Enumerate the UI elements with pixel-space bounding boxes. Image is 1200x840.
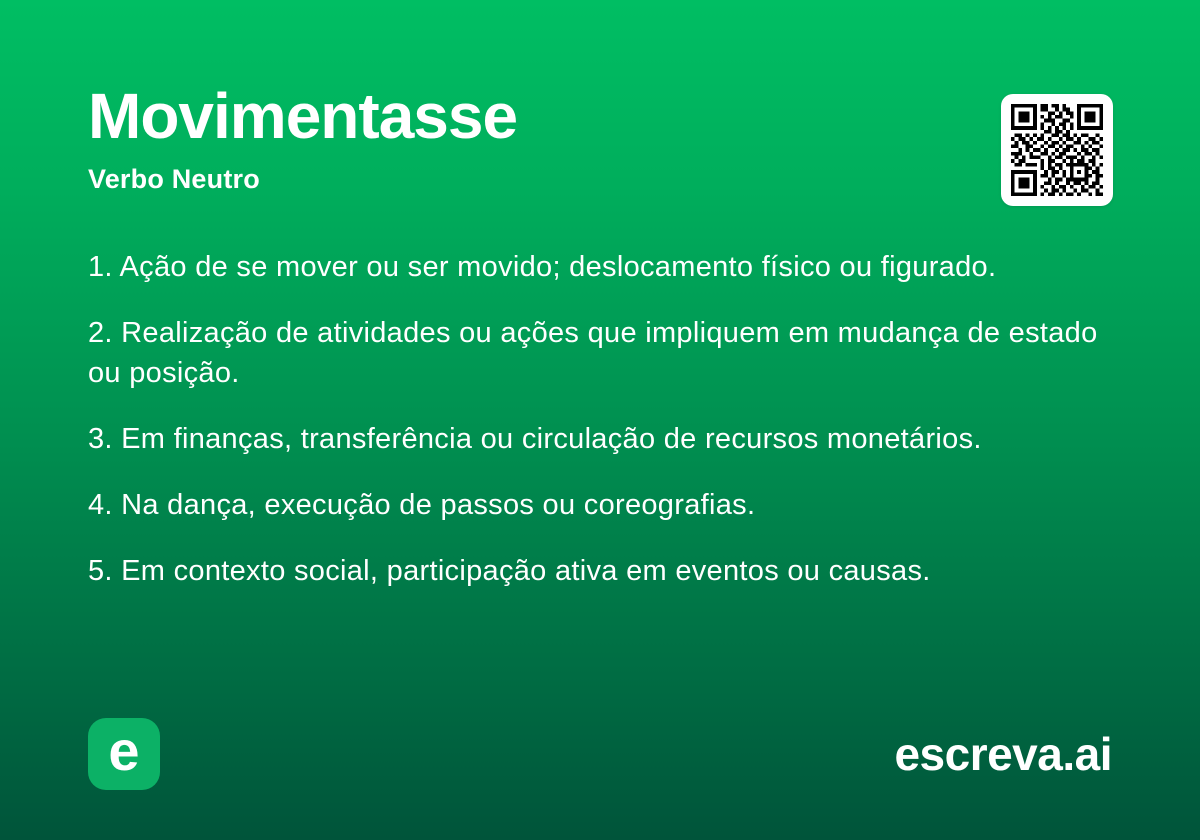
word-title: Movimentasse <box>88 80 518 152</box>
definition-item: 3. Em finanças, transferência ou circulação de recursos monetários. <box>88 423 982 455</box>
escreva-logo-icon <box>88 718 160 790</box>
qr-code <box>1001 94 1113 206</box>
definitions-list <box>88 247 1103 591</box>
brand-name: escreva.ai <box>894 728 1112 780</box>
qr-code-matrix <box>1011 104 1103 196</box>
logo-letter: e <box>108 719 140 782</box>
definition-item: 4. Na dança, execução de passos ou coreografias. <box>88 489 756 521</box>
card-content <box>88 0 1112 591</box>
footer <box>88 718 1112 790</box>
definition-item: 5. Em contexto social, participação ativa em eventos ou causas. <box>88 555 931 587</box>
definition-item: 1. Ação de se mover ou ser movido; deslocamento físico ou figurado. <box>88 251 997 283</box>
word-classification: Verbo Neutro <box>88 164 260 194</box>
definition-item: 2. Realização de atividades ou ações que impliquem em mudança de estado ou posição. <box>88 317 1098 389</box>
